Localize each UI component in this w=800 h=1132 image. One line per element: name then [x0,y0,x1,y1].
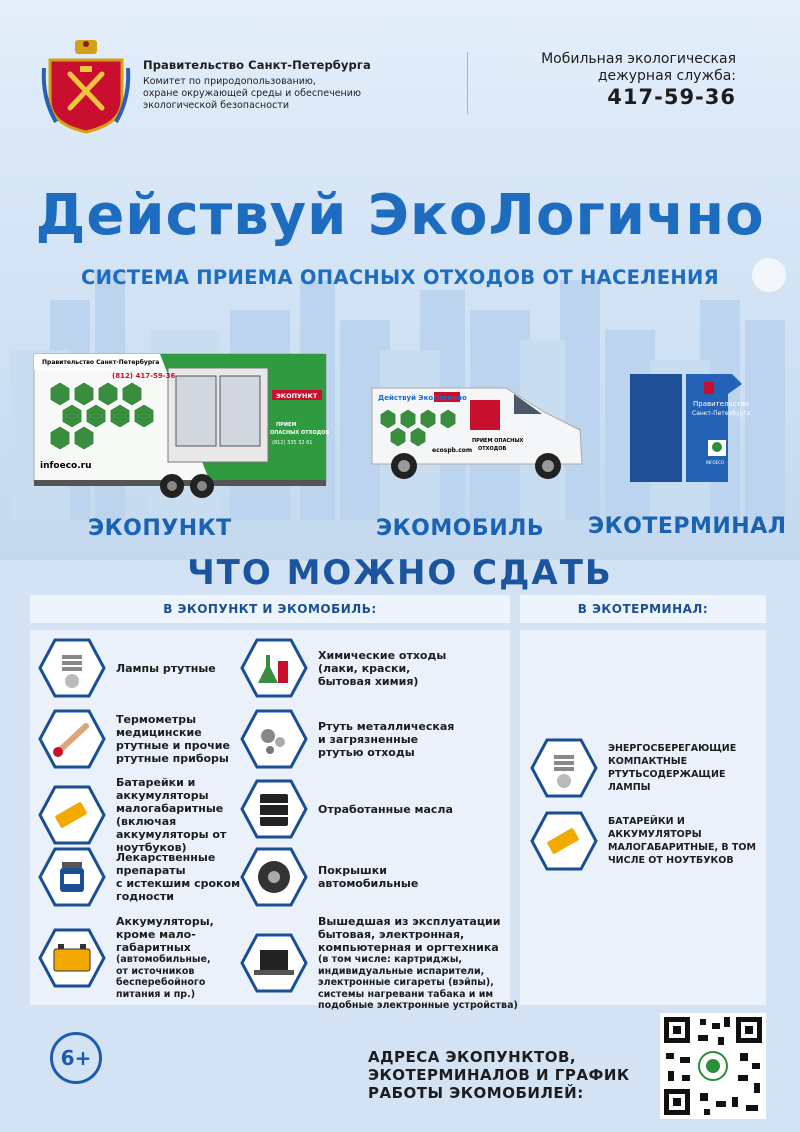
medicine-jar-icon [38,846,106,908]
item-line: РТУТЬСОДЕРЖАЩИЕ [608,769,726,780]
item-line: годности [116,890,174,903]
battery-icon [530,810,598,872]
decor-circle [752,258,786,292]
item-line: медицинские [116,726,202,739]
item-subline: (автомобильные, [116,954,211,965]
item-line: аккумуляторы от [116,828,227,841]
item-tires [240,846,418,908]
item-subline: от источников [116,965,195,977]
item-line: Батарейки и [116,776,196,789]
item-thermometers [38,708,230,770]
address-info [368,1048,630,1102]
sub-title: СИСТЕМА ПРИЕМА ОПАСНЫХ ОТХОДОВ ОТ НАСЕЛЕНИЯ [81,266,719,289]
trailer-phone-text: (812) 417-59-36 [112,372,176,380]
van-title-text: Действуй ЭкоЛогично [378,394,467,402]
item-line: ЧИСЛЕ ОТ НОУТБУКОВ [608,855,734,866]
address-line: РАБОТЫ ЭКОМОБИЛЕЙ: [368,1084,584,1102]
item-subline: подобные электронные устройства) [318,1000,518,1011]
item-electronics [240,915,518,1012]
item-small-batteries [530,810,756,872]
item-line: Лекарственные [116,851,216,864]
cfl-lamp-icon [530,737,598,799]
main-title: Действуй ЭкоЛогично [35,183,765,248]
item-label [318,864,418,890]
item-label: Лампы ртутные [116,661,216,675]
item-label [318,720,454,759]
trailer-badge-text: ЭКОПУНКТ [276,392,318,400]
terminal-title-text: Санкт-Петербурга [692,410,751,417]
item-line: аккумуляторы [116,789,209,802]
item-subline: бесперебойного [116,977,206,988]
item-line: ноутбуков) [116,841,187,854]
hotline-block [541,51,736,109]
tire-icon [240,846,308,908]
item-line: с истекшим сроком [116,877,241,890]
terminal-title-text: Правительство [693,400,749,408]
item-line: ртутью отходы [318,745,415,759]
item-line: кроме мало- [116,928,196,941]
item-line: Вышедшая из эксплуатации [318,915,501,928]
item-energy-lamps [530,737,736,799]
government-title: Правительство Санкт-Петербурга [143,58,371,72]
header-divider [467,52,468,114]
header [0,0,800,140]
age-rating-badge: 6+ [50,1032,102,1084]
address-line: АДРЕСА ЭКОПУНКТОВ, [368,1048,577,1066]
item-mercury-metal [240,708,454,770]
battery-icon [38,784,106,846]
item-label [116,713,230,765]
trailer-accept-text: ПРИЕМ [276,422,297,428]
item-line: бытовая, электронная, [318,928,465,941]
item-line: автомобильные [318,877,419,890]
trailer-accept-text: ОПАСНЫХ ОТХОДОВ [270,430,330,436]
item-chemicals [240,637,446,699]
item-subline: питания и пр.) [116,988,196,1000]
item-line: ртутные приборы [116,752,229,765]
ekopunkt-trailer-image [30,348,330,500]
column-header-left: В ЭКОПУНКТ И ЭКОМОБИЛЬ: [30,595,510,623]
hotline-phone[interactable]: 417-59-36 [607,85,736,109]
committee-line: экологической безопасности [143,100,290,111]
item-label [116,915,214,1000]
item-line: (лаки, краски, [318,661,411,675]
trailer-gov-text: Правительство Санкт-Петербурга [42,359,160,366]
item-line: бытовая химия) [318,674,419,688]
item-car-batteries [38,915,214,1000]
item-label [318,649,446,688]
column-header-right: В ЭКОТЕРМИНАЛ: [520,595,766,623]
van-accept-text: ПРИЕМ ОПАСНЫХ [472,438,524,444]
item-line: Термометры [116,713,197,726]
terminal-brand-text: INFOECO [706,460,725,465]
item-line: (включая [116,815,177,828]
item-line: компьютерная и оргтехника [318,941,499,954]
label-ekopunkt: ЭКОПУНКТ [88,516,232,541]
item-batteries [38,776,226,854]
item-oils [240,778,453,840]
item-mercury-lamps [38,637,216,699]
item-line: габаритных [116,941,191,954]
item-subline: электронные сигареты (вэйпы), [318,977,494,988]
government-block [143,58,443,112]
item-line: МАЛОГАБАРИТНЫЕ, В ТОМ [608,842,756,853]
label-ekoterminal: ЭКОТЕРМИНАЛ [588,514,787,539]
car-battery-icon [38,927,106,989]
qr-code-icon[interactable] [660,1013,766,1119]
lamp-icon [38,637,106,699]
item-line: Ртуть металлическая [318,719,455,733]
item-label [116,851,240,903]
item-line: ЛАМПЫ [608,782,651,793]
committee-line: охране окружающей среды и обеспечению [143,88,361,99]
what-title: ЧТО МОЖНО СДАТЬ [187,553,613,593]
laptop-icon [240,932,308,994]
van-site-text: ecospb.com [432,447,473,454]
item-line: и загрязненные [318,732,419,746]
chemicals-icon [240,637,308,699]
hotline-label: дежурная служба: [597,68,736,84]
item-line: ЭНЕРГОСБЕРЕГАЮЩИЕ [608,743,737,754]
item-label: Отработанные масла [318,802,453,816]
item-line: КОМПАКТНЫЕ [608,756,688,767]
trailer-site-text: infoeco.ru [40,461,92,471]
item-line: АККУМУЛЯТОРЫ [608,829,702,840]
hotline-label: Мобильная экологическая [541,51,736,67]
trailer-phone2-text: (812) 335 32 61 [272,440,313,446]
ekomobil-van-image [366,378,588,488]
item-subline: системы нагревани табака и им [318,988,494,1000]
coat-of-arms-icon [42,38,130,134]
oil-barrel-icon [240,778,308,840]
item-label [608,742,736,794]
item-label [608,815,756,867]
item-line: Химические отходы [318,648,447,662]
item-line: БАТАРЕЙКИ И [608,816,685,827]
mercury-drops-icon [240,708,308,770]
label-ekomobil: ЭКОМОБИЛЬ [376,516,545,541]
van-accept-text: ОТХОДОВ [478,446,507,452]
item-subline: индивидуальные испарители, [318,965,485,977]
thermometer-icon [38,708,106,770]
item-label [116,776,226,854]
item-subline: (в том числе: картриджы, [318,954,463,965]
item-line: Покрышки [318,864,387,877]
ekoterminal-image [628,370,751,484]
item-line: препараты [116,864,186,877]
item-label [318,915,518,1012]
item-line: ртутные и прочие [116,739,230,752]
item-line: Аккумуляторы, [116,915,214,928]
address-line: ЭКОТЕРМИНАЛОВ И ГРАФИК [368,1066,630,1084]
item-line: малогабаритные [116,802,224,815]
committee-line: Комитет по природопользованию, [143,76,316,87]
item-medicines [38,846,240,908]
